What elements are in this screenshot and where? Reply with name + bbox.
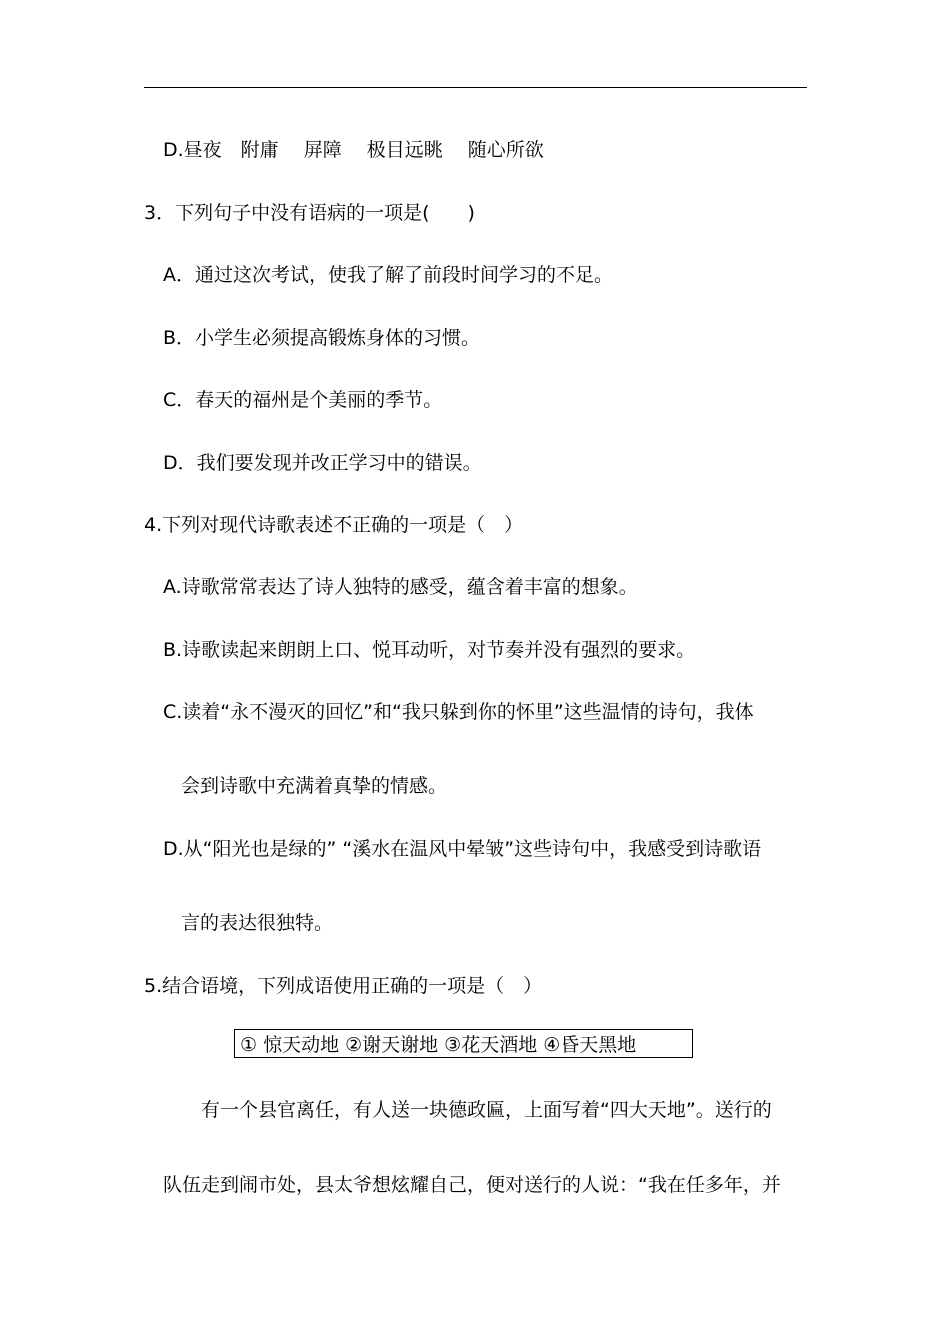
q3-option-d: D．我们要发现并改正学习中的错误。 (163, 452, 482, 474)
q2-option-d: D.昼夜 附庸 屏障 极目远眺 随心所欲 (163, 139, 544, 161)
q3-stem: 3．下列句子中没有语病的一项是( ) (144, 202, 475, 224)
q5-passage-line2: 队伍走到闹市处，县太爷想炫耀自己，便对送行的人说：“我在任多年，并 (163, 1174, 781, 1196)
q5-choices-box (234, 1029, 693, 1058)
q5-passage-line1: 有一个县官离任，有人送一块德政匾，上面写着“四大天地”。送行的 (201, 1099, 772, 1121)
header-rule (144, 87, 807, 88)
q4-stem: 4.下列对现代诗歌表述不正确的一项是（ ） (144, 514, 524, 536)
q3-option-a: A．通过这次考试，使我了解了前段时间学习的不足。 (163, 264, 613, 286)
q4-option-d-line2: 言的表达很独特。 (181, 912, 334, 934)
q4-option-d-line1: D.从“阳光也是绿的” “溪水在温风中晕皱”这些诗句中，我感受到诗歌语 (163, 838, 762, 860)
q4-option-c-line2: 会到诗歌中充满着真挚的情感。 (181, 775, 448, 797)
q5-stem: 5.结合语境，下列成语使用正确的一项是（ ） (144, 975, 543, 997)
q3-option-b: B．小学生必须提高锻炼身体的习惯。 (163, 327, 481, 349)
q4-option-c-line1: C.读着“永不漫灭的回忆”和“我只躲到你的怀里”这些温情的诗句，我体 (163, 701, 754, 723)
q5-choices-text: ① 惊天动地 ②谢天谢地 ③花天酒地 ④昏天黑地 (240, 1034, 637, 1056)
q3-option-c: C．春天的福州是个美丽的季节。 (163, 389, 443, 411)
q4-option-b: B.诗歌读起来朗朗上口、悦耳动听，对节奏并没有强烈的要求。 (163, 639, 696, 661)
q4-option-a: A.诗歌常常表达了诗人独特的感受，蕴含着丰富的想象。 (163, 576, 638, 598)
